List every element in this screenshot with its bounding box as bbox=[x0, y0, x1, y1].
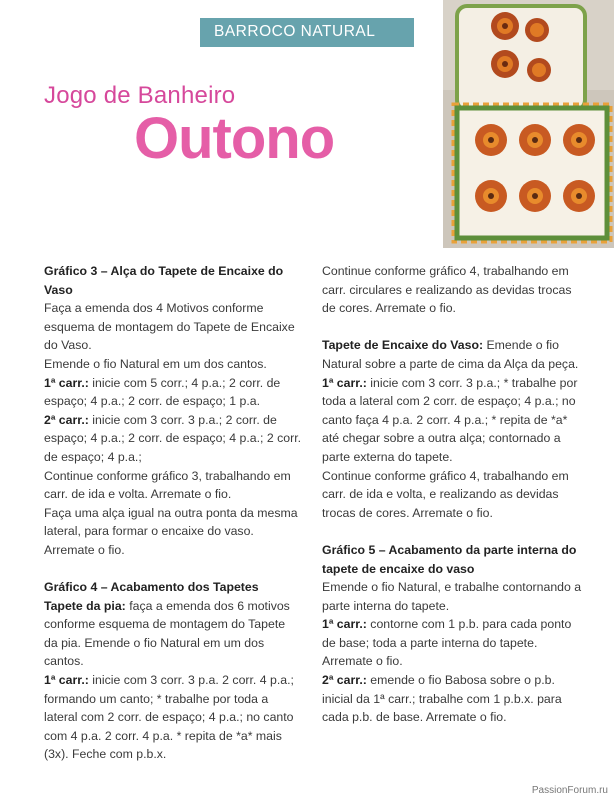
crochet-bath-set-photo bbox=[443, 0, 614, 248]
paragraph: Continue conforme gráfico 3, trabalhando em carr. de ida e volta. Arremate o fio. bbox=[44, 468, 291, 502]
row-text: contorne com 1 p.b. para cada ponto de base; toda a parte interna do tapete. Arremate o fio. bbox=[322, 617, 572, 669]
row-label: 2ª carr.: bbox=[44, 412, 89, 427]
row-label: 2ª carr.: bbox=[322, 673, 367, 688]
watermark: PassionForum.ru bbox=[531, 785, 608, 796]
paragraph: Emende o fio Natural em um dos cantos. bbox=[44, 356, 267, 371]
heading-grafico-4: Gráfico 4 – Acabamento dos Tapetes bbox=[44, 580, 259, 595]
paragraph: Faça a emenda dos 4 Motivos conforme esquema de montagem do Tapete de Encaixe do Vaso. bbox=[44, 301, 295, 353]
paragraph: Continue conforme gráfico 4, trabalhando em carr. circulares e realizando as devidas trocas de cores. Arremate o fio. bbox=[322, 264, 572, 316]
row-label: 1ª carr.: bbox=[322, 617, 367, 632]
row-instruction bbox=[44, 671, 302, 764]
row-label: Tapete da pia: bbox=[44, 598, 126, 613]
row-instruction bbox=[322, 671, 582, 727]
heading-grafico-3: Gráfico 3 – Alça do Tapete de Encaixe do Vaso bbox=[44, 264, 284, 297]
row-label: 1ª carr.: bbox=[44, 673, 89, 688]
row-instruction bbox=[322, 374, 582, 467]
paragraph: Faça uma alça igual na outra ponta da mesma lateral, para formar o encaixe do vaso. Arremate o fio. bbox=[44, 505, 298, 557]
paragraph: Continue conforme gráfico 4, trabalhando em carr. de ida e volta, e realizando as devidas trocas de cores. Arremate o fio. bbox=[322, 468, 569, 520]
row-instruction bbox=[322, 336, 582, 373]
row-label: 1ª carr.: bbox=[44, 375, 89, 390]
photo-illustration bbox=[443, 0, 614, 248]
right-column bbox=[322, 262, 582, 727]
row-instruction bbox=[44, 374, 302, 411]
left-column bbox=[44, 262, 302, 764]
row-text: emende o fio Babosa sobre o p.b. inicial da 1ª carr.; trabalhe com 1 p.b.x. para cada p.b. de base. Arremate o fio. bbox=[322, 673, 562, 725]
paragraph: Emende o fio Natural, e trabalhe contornando a parte interna do tapete. bbox=[322, 580, 582, 613]
row-text: inicie com 3 corr. 3 p.a. 2 corr. 4 p.a.; formando um canto; * trabalhe por toda a lateral com 2 corr. de espaço; 4 p.a.; no canto com 4 p.a. 2 corr. 4 p.a. * repita de *a* mais (3x). Feche com p.b.x. bbox=[44, 673, 294, 762]
row-instruction bbox=[322, 615, 582, 671]
page-title: Outono bbox=[134, 106, 335, 171]
row-instruction bbox=[44, 597, 302, 671]
row-label: 1ª carr.: bbox=[322, 375, 367, 390]
row-label: Tapete de Encaixe do Vaso: bbox=[322, 338, 484, 353]
section-title: BARROCO NATURAL bbox=[214, 23, 376, 40]
row-text: inicie com 5 corr.; 4 p.a.; 2 corr. de espaço; 4 p.a.; 2 corr. de espaço; 1 p.a. bbox=[44, 375, 281, 409]
title-subtitle: Jogo de Banheiro bbox=[44, 82, 236, 109]
row-text: Emende o fio Natural sobre a parte de cima da Alça da peça. bbox=[322, 338, 579, 371]
row-text: inicie com 3 corr. 3 p.a.; * trabalhe por toda a lateral com 2 corr. de espaço; 4 p.a.; no canto faça 4 p.a. 2 corr. 4 p.a.; * repita de *a* até chegar sobre a outra alça; contornado a parte externa do tapete. bbox=[322, 375, 578, 464]
row-text: inicie com 3 corr. 3 p.a.; 2 corr. de espaço; 4 p.a.; 2 corr. de espaço; 4 p.a.; 2 corr. de espaço; 4 p.a.; bbox=[44, 412, 302, 464]
row-instruction bbox=[44, 411, 302, 467]
row-text: faça a emenda dos 6 motivos conforme esquema de montagem do Tapete da pia. Emende o fio Natural em um dos cantos. bbox=[44, 598, 290, 669]
heading-grafico-5: Gráfico 5 – Acabamento da parte interna do tapete de encaixe do vaso bbox=[322, 542, 577, 576]
section-header-bar bbox=[200, 18, 414, 47]
